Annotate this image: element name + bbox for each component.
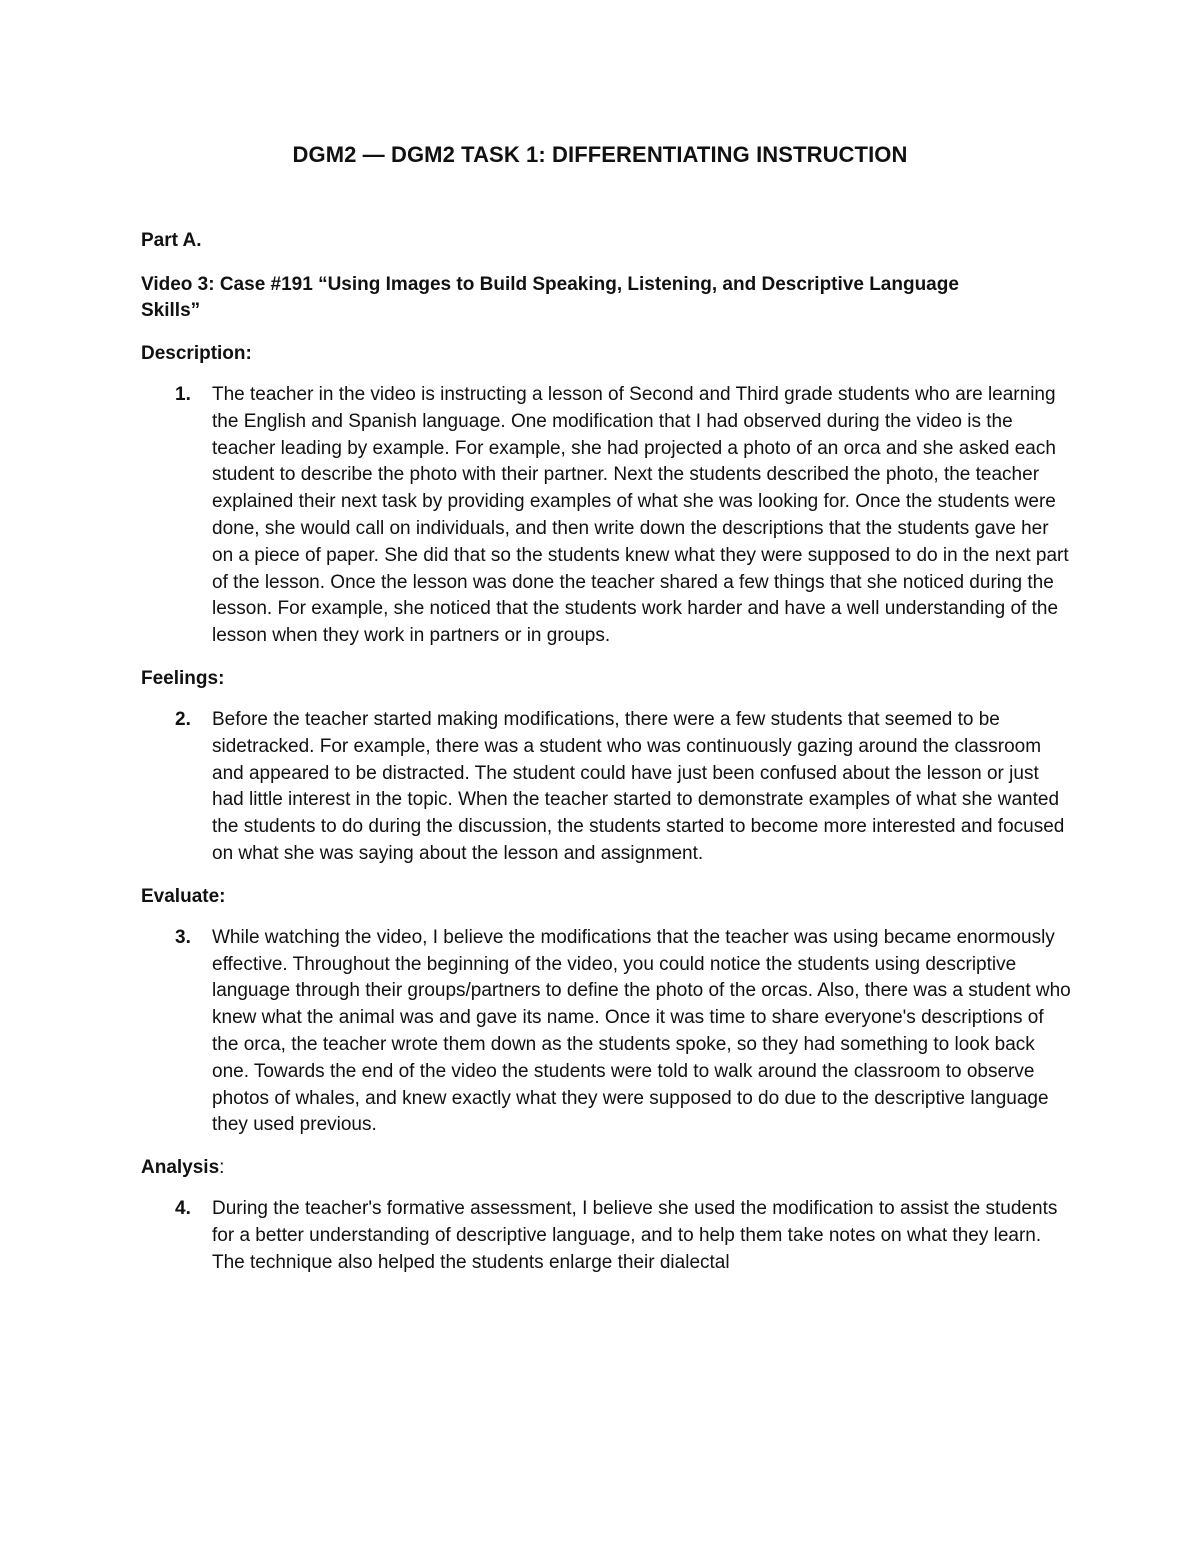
- list-item-text: Before the teacher started making modifications, there were a few students that seemed to be sidetracked. For example, there was a student who was continuously gazing around the classroom and appeared to be distracted. The student could have just been confused about the lesson or just had little interest in the topic. When the teacher started to demonstrate examples of what she wanted the students to do during the discussion, the students started to become more interested and focused on what she was saying about the lesson and assignment.: [212, 708, 1065, 864]
- section-heading-analysis: [141, 1155, 1071, 1181]
- section-heading-analysis-colon: :: [219, 1157, 225, 1179]
- section-heading-description: Description:: [141, 343, 252, 364]
- section-heading-evaluate: Evaluate:: [141, 885, 226, 907]
- document-body: [141, 228, 1071, 1293]
- list-item: [141, 925, 1071, 1139]
- video-title: Video 3: Case #191 “Using Images to Build Speaking, Listening, and Descriptive Language Skills”: [141, 274, 959, 321]
- list-item-text: During the teacher's formative assessment, I believe she used the modification to assist the students for a better understanding of descriptive language, and to help them take notes on what they learn. The technique also helped the students enlarge their dialectal: [212, 1198, 1058, 1273]
- list-item: [141, 382, 1071, 650]
- section-heading-feelings: Feelings:: [141, 667, 225, 689]
- part-label: Part A.: [141, 230, 202, 251]
- section-heading-analysis-label: Analysis: [141, 1157, 220, 1179]
- list-item-number: 1.: [175, 384, 191, 405]
- list-item-number: 3.: [175, 926, 191, 948]
- list-item-number: 4.: [175, 1198, 191, 1220]
- list-item: [141, 1196, 1071, 1276]
- document-title: DGM2 — DGM2 TASK 1: DIFFERENTIATING INSTRUCTION: [292, 142, 908, 167]
- list-item-text: While watching the video, I believe the modifications that the teacher was using became enormously effective. Throughout the beginning of the video, you could notice the students using descriptive language through their groups/partners to define the photo of the orcas. Also, there was a student who knew what the animal was and gave its name. Once it was time to share everyone's descriptions of the orca, the teacher wrote them down as the students spoke, so they had something to look back one. Towards the end of the video the students were told to walk around the classroom to observe photos of whales, and knew exactly what they were supposed to do due to the descriptive language they used previous.: [212, 926, 1071, 1136]
- list-item-text: The teacher in the video is instructing a lesson of Second and Third grade students who are learning the English and Spanish language. One modification that I had observed during the video is the teacher leading by example. For example, she had projected a photo of an orca and she asked each student to describe the photo with their partner. Next the students described the photo, the teacher explained their next task by providing examples of what she was looking for. Once the students were done, she would call on individuals, and then write down the descriptions that the students gave her on a piece of paper. She did that so the students knew what they were supposed to do in the next part of the lesson. Once the lesson was done the teacher shared a few things that she noticed during the lesson. For example, she noticed that the students work harder and have a well understanding of the lesson when they work in partners or in groups.: [212, 384, 1069, 647]
- list-item: [141, 707, 1071, 868]
- list-item-number: 2.: [175, 708, 191, 730]
